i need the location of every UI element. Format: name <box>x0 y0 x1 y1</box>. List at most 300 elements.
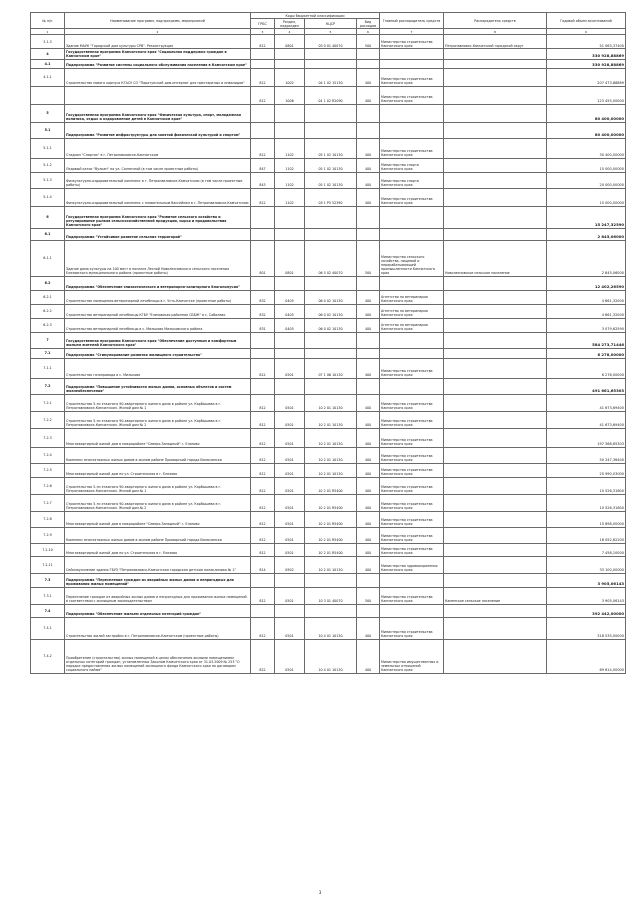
row-grbs-cell: 812 <box>251 543 275 556</box>
row-number-cell: 7.2.4 <box>31 447 65 463</box>
row-name-cell: Строительство ветеринарной лечебницы в с. Мильково Мильковского района <box>65 318 251 332</box>
row-grbs-cell: 801 <box>251 240 275 276</box>
row-grbs-cell: 812 <box>251 617 275 639</box>
row-number-cell: 4.1 <box>31 59 65 68</box>
table-row <box>31 332 626 348</box>
table-row <box>31 318 626 332</box>
row-csr-cell: 10 2 01 10130 <box>305 556 357 573</box>
row-vr-cell: 400 <box>357 511 380 527</box>
table-row <box>31 49 626 59</box>
row-grbs-cell: 812 <box>251 411 275 428</box>
row-name-cell: Комплекс многоэтажных жилых домов в жилом районе Приморский города Вилючинска <box>65 527 251 543</box>
row-amount-cell: 20 000,00000 <box>547 172 626 188</box>
row-vr-cell: 400 <box>357 158 380 172</box>
table-row <box>31 68 626 86</box>
table-row <box>31 511 626 527</box>
col-amount-header: Годовой объем ассигнований <box>547 13 626 29</box>
row-grbs-cell <box>251 206 275 228</box>
table-row <box>31 428 626 447</box>
row-grbs-cell: 812 <box>251 358 275 378</box>
row-vr-cell: 400 <box>357 290 380 304</box>
row-amount-cell: 6 278,00000 <box>547 348 626 358</box>
row-name-cell: Строительство газопровода в с. Мильково <box>65 358 251 378</box>
table-row <box>31 35 626 49</box>
colnum-cell: 2 <box>65 29 251 35</box>
row-rz-cell <box>275 573 305 587</box>
row-name-cell: Строительство нового корпуса КГАСУ СО "Паратунский дом-интернат для престарелых и инвалидов" <box>65 68 251 86</box>
row-number-cell: 7.2.10 <box>31 543 65 556</box>
row-vr-cell: 500 <box>357 587 380 604</box>
row-number-cell: 6.1 <box>31 228 65 240</box>
row-amount-cell: 318 535,00000 <box>547 617 626 639</box>
row-grbs-cell: 843 <box>251 172 275 188</box>
row-recipient-cell <box>444 304 547 318</box>
row-name-cell: Стадион "Спартак" в г. Петропавловске-Камчатском <box>65 138 251 158</box>
table-row <box>31 639 626 673</box>
row-admin-cell: Министерство строительства Камчатского края <box>380 527 444 543</box>
row-number-cell: 7.2.1 <box>31 394 65 411</box>
row-grbs-cell: 812 <box>251 447 275 463</box>
row-number-cell: 4 <box>31 49 65 59</box>
row-amount-cell: 15 898,00000 <box>547 511 626 527</box>
row-amount-cell: 584 273,71446 <box>547 332 626 348</box>
row-vr-cell: 400 <box>357 463 380 477</box>
row-amount-cell: 10 526,31800 <box>547 494 626 511</box>
table-row <box>31 573 626 587</box>
row-amount-cell: 51 063,37400 <box>547 35 626 49</box>
row-name-cell: Подпрограмма "Развитие системы социального обслуживания населения в Камчатском крае" <box>65 59 251 68</box>
row-rz-cell: 0501 <box>275 511 305 527</box>
col-rz-header: Раздел, подраздел <box>275 19 305 29</box>
row-rz-cell: 1102 <box>275 172 305 188</box>
row-rz-cell <box>275 104 305 122</box>
table-row <box>31 276 626 290</box>
row-amount-cell: 41 673,69400 <box>547 394 626 411</box>
row-admin-cell <box>380 49 444 59</box>
row-amount-cell: 69 614,00000 <box>547 639 626 673</box>
row-name-cell: Физкультурно-оздоровительный комплекс с плавательным бассейном в г. Петропавловске-Камчатском <box>65 188 251 206</box>
row-number-cell: 7.2.5 <box>31 463 65 477</box>
row-rz-cell <box>275 59 305 68</box>
table-row <box>31 240 626 276</box>
row-amount-cell: 12 402,26590 <box>547 276 626 290</box>
row-recipient-cell <box>444 318 547 332</box>
row-recipient-cell <box>444 543 547 556</box>
table-row <box>31 86 626 104</box>
row-csr-cell: 06 0 02 10130 <box>305 318 357 332</box>
row-csr-cell: 06 0 02 10130 <box>305 304 357 318</box>
row-recipient-cell <box>444 511 547 527</box>
table-row <box>31 188 626 206</box>
row-admin-cell <box>380 276 444 290</box>
row-vr-cell: 400 <box>357 556 380 573</box>
row-vr-cell: 400 <box>357 411 380 428</box>
row-vr-cell <box>357 122 380 138</box>
row-grbs-cell <box>251 104 275 122</box>
table-row <box>31 206 626 228</box>
row-vr-cell: 400 <box>357 68 380 86</box>
row-vr-cell <box>357 49 380 59</box>
row-csr-cell <box>305 228 357 240</box>
row-number-cell: 6.2.3 <box>31 318 65 332</box>
row-recipient-cell <box>444 394 547 411</box>
row-rz-cell <box>275 348 305 358</box>
row-rz-cell: 0501 <box>275 639 305 673</box>
row-admin-cell: Агентство по ветеринарии Камчатского края <box>380 290 444 304</box>
row-name-cell: Ледовый каток "Вулкан" на ул. Солнечной (в том числе проектные работы) <box>65 158 251 172</box>
row-number-cell: 7.2.8 <box>31 511 65 527</box>
row-amount-cell: 4 661,32000 <box>547 290 626 304</box>
row-number-cell: 6.1.1 <box>31 240 65 276</box>
row-number-cell: 7.2.9 <box>31 527 65 543</box>
row-grbs-cell: 812 <box>251 494 275 511</box>
row-vr-cell: 400 <box>357 543 380 556</box>
row-rz-cell: 0501 <box>275 617 305 639</box>
table-row <box>31 158 626 172</box>
row-recipient-cell <box>444 411 547 428</box>
row-rz-cell: 0405 <box>275 304 305 318</box>
row-name-cell: Многоквартирный жилой дом в микрорайоне "Северо-Западный" г. Елизово <box>65 428 251 447</box>
row-amount-cell: 41 673,69400 <box>547 411 626 428</box>
row-name-cell: Государственная программа Камчатского края "Физическая культура, спорт, молодежная политика, отдых и оздоровление детей в Камчатском крае" <box>65 104 251 122</box>
row-grbs-cell: 812 <box>251 138 275 158</box>
row-vr-cell <box>357 59 380 68</box>
row-recipient-cell <box>444 494 547 511</box>
row-vr-cell <box>357 276 380 290</box>
row-rz-cell: 0501 <box>275 394 305 411</box>
table-row <box>31 411 626 428</box>
table-row <box>31 494 626 511</box>
row-rz-cell: 0501 <box>275 587 305 604</box>
row-admin-cell: Министерство строительства Камчатского края <box>380 511 444 527</box>
row-name-cell: Подпрограмма "Развитие инфраструктуры для занятий физической культурой и спортом" <box>65 122 251 138</box>
row-recipient-cell: Петропавловск-Камчатский городской округ <box>444 35 547 49</box>
row-rz-cell <box>275 276 305 290</box>
row-number-cell: 7.4.2 <box>31 639 65 673</box>
row-number-cell: 7.3.1 <box>31 587 65 604</box>
row-recipient-cell <box>444 556 547 573</box>
table-body <box>31 35 626 673</box>
row-rz-cell <box>275 228 305 240</box>
row-grbs-cell: 812 <box>251 394 275 411</box>
row-csr-cell: 04 1 02 15130 <box>305 68 357 86</box>
row-grbs-cell: 812 <box>251 428 275 447</box>
row-name-cell: Подпрограмма "Устойчивое развитие сельских территорий" <box>65 228 251 240</box>
table-row <box>31 394 626 411</box>
row-csr-cell: 10 2 01 R5400 <box>305 543 357 556</box>
row-number-cell: 7.4.1 <box>31 617 65 639</box>
row-name-cell: Многоквартирный жилой дом по ул. Строительная в г. Елизово <box>65 463 251 477</box>
row-amount-cell: 80 400,00000 <box>547 104 626 122</box>
colnum-cell: 5 <box>305 29 357 35</box>
table-row <box>31 543 626 556</box>
table-row <box>31 122 626 138</box>
row-vr-cell: 400 <box>357 428 380 447</box>
row-name-cell: Переселение граждан из аварийных жилых домов и непригодных для проживания жилых помещений в соответствии с жилищным законодательством <box>65 587 251 604</box>
row-name-cell: Строительство ветеринарной лечебницы КГБУ "Елизовская районная СББЖ" в с. Соболево <box>65 304 251 318</box>
row-amount-cell: 2 845,06000 <box>547 240 626 276</box>
row-grbs-cell <box>251 348 275 358</box>
row-admin-cell: Министерство спорта Камчатского края <box>380 172 444 188</box>
row-number-cell: 7.1.1 <box>31 358 65 378</box>
row-rz-cell: 1102 <box>275 188 305 206</box>
row-vr-cell: 400 <box>357 86 380 104</box>
table-row <box>31 527 626 543</box>
row-admin-cell <box>380 348 444 358</box>
col-no-header: № п/п <box>31 13 65 29</box>
colnum-cell: 1 <box>31 29 65 35</box>
row-number-cell: 6.2.1 <box>31 290 65 304</box>
row-recipient-cell <box>444 138 547 158</box>
row-recipient-cell <box>444 68 547 86</box>
row-vr-cell <box>357 348 380 358</box>
row-rz-cell: 0501 <box>275 527 305 543</box>
row-number-cell: 7.2.7 <box>31 494 65 511</box>
table-row <box>31 172 626 188</box>
table-row <box>31 290 626 304</box>
row-rz-cell: 0501 <box>275 494 305 511</box>
row-rz-cell: 1006 <box>275 86 305 104</box>
row-csr-cell: 05 1 P5 52390 <box>305 188 357 206</box>
row-rz-cell: 0405 <box>275 318 305 332</box>
table-row <box>31 556 626 573</box>
row-admin-cell: Агентство по ветеринарии Камчатского края <box>380 318 444 332</box>
row-vr-cell <box>357 104 380 122</box>
row-csr-cell: 06 0 02 10130 <box>305 290 357 304</box>
row-admin-cell <box>380 573 444 587</box>
row-csr-cell: 07 1 06 10130 <box>305 358 357 378</box>
row-recipient-cell <box>444 447 547 463</box>
row-vr-cell <box>357 228 380 240</box>
row-vr-cell: 400 <box>357 304 380 318</box>
row-csr-cell: 10 2 01 R5400 <box>305 527 357 543</box>
row-admin-cell <box>380 59 444 68</box>
row-rz-cell: 0405 <box>275 290 305 304</box>
row-csr-cell <box>305 59 357 68</box>
row-rz-cell <box>275 378 305 394</box>
row-vr-cell: 400 <box>357 494 380 511</box>
row-number-cell: 7.2.6 <box>31 477 65 494</box>
row-number-cell: 6.2 <box>31 276 65 290</box>
table-row <box>31 358 626 378</box>
row-admin-cell <box>380 104 444 122</box>
row-number-cell: 7.2.2 <box>31 411 65 428</box>
row-amount-cell: 6 278,00000 <box>547 358 626 378</box>
row-recipient-cell <box>444 617 547 639</box>
row-csr-cell: 10 2 01 R5400 <box>305 511 357 527</box>
row-recipient-cell <box>444 428 547 447</box>
row-admin-cell: Министерство имущественных и земельных отношений Камчатского края <box>380 639 444 673</box>
col-recipient-header: Распорядитель средств <box>444 13 547 29</box>
col-vr-header: Вид расходов <box>357 19 380 29</box>
row-rz-cell: 0801 <box>275 35 305 49</box>
row-grbs-cell: 812 <box>251 511 275 527</box>
row-vr-cell <box>357 378 380 394</box>
row-amount-cell: 7 458,10000 <box>547 543 626 556</box>
row-grbs-cell: 812 <box>251 463 275 477</box>
row-number-cell: 7.4 <box>31 604 65 617</box>
table-row <box>31 104 626 122</box>
row-grbs-cell: 812 <box>251 188 275 206</box>
row-admin-cell: Министерство здравоохранения Камчатского края <box>380 556 444 573</box>
row-recipient-cell <box>444 49 547 59</box>
row-amount-cell: 3 905,06143 <box>547 573 626 587</box>
row-amount-cell: 207 473,88869 <box>547 68 626 86</box>
row-name-cell: Комплекс многоэтажных жилых домов в жилом районе Приморский города Вилючинска <box>65 447 251 463</box>
row-recipient-cell <box>444 378 547 394</box>
row-name-cell: Подпрограмма "Стимулирование развития жилищного строительства" <box>65 348 251 358</box>
row-name-cell: Строительство 5-ти этажного 90-квартирного жилого дома в районе ул. Карбышева в г. Петропавловске-Камчатском. Жилой дом № 1 <box>65 394 251 411</box>
row-number-cell: 6 <box>31 206 65 228</box>
row-name-cell: Подпрограмма "Обеспечение жильем отдельных категорий граждан" <box>65 604 251 617</box>
row-rz-cell <box>275 122 305 138</box>
row-number-cell: 4.1.1 <box>31 68 65 86</box>
row-vr-cell: 500 <box>357 240 380 276</box>
row-number-cell: 7.2.11 <box>31 556 65 573</box>
col-admin-header: Главный распорядитель средств <box>380 13 444 29</box>
row-recipient-cell <box>444 573 547 587</box>
row-grbs-cell <box>251 378 275 394</box>
row-grbs-cell: 822 <box>251 639 275 673</box>
row-grbs-cell: 812 <box>251 68 275 86</box>
row-name-cell: Строительство помещения ветеринарной лечебницы в г. Усть-Камчатске (проектные работы) <box>65 290 251 304</box>
table-row <box>31 587 626 604</box>
row-number-cell: 5.1.4 <box>31 188 65 206</box>
row-number-cell: 5.1.1 <box>31 138 65 158</box>
table-row <box>31 463 626 477</box>
row-amount-cell: 123 455,00000 <box>547 86 626 104</box>
row-recipient-cell <box>444 348 547 358</box>
row-number-cell: 7.2.3 <box>31 428 65 447</box>
row-grbs-cell <box>251 604 275 617</box>
row-csr-cell: 10 2 01 R5400 <box>305 477 357 494</box>
row-name-cell: Приобретение (строительство) жилых помещений в целях обеспечения жилыми помещениями отдельных категорий граждан, установленных Законом Камчатского края от 31.03.2009 № 253 "О порядке предоставления жилых помещений жилищного фонда Камчатского края по договорам социального найма" <box>65 639 251 673</box>
row-rz-cell <box>275 332 305 348</box>
colnum-cell: 4 <box>275 29 305 35</box>
row-recipient-cell <box>444 477 547 494</box>
row-rz-cell: 0501 <box>275 543 305 556</box>
row-recipient-cell <box>444 358 547 378</box>
row-recipient-cell <box>444 188 547 206</box>
row-amount-cell: 2 845,06000 <box>547 228 626 240</box>
row-recipient-cell <box>444 463 547 477</box>
row-admin-cell: Министерство строительства Камчатского края <box>380 394 444 411</box>
row-csr-cell: 05 1 02 10130 <box>305 172 357 188</box>
row-csr-cell: 03 0 01 40070 <box>305 35 357 49</box>
row-csr-cell: 10 2 01 10130 <box>305 463 357 477</box>
row-amount-cell: 10 526,31800 <box>547 477 626 494</box>
row-name-cell: Строительство 5-ти этажного 90-квартирного жилого дома в районе ул. Карбышева в г. Петропавловске-Камчатском. Жилой дом № 2 <box>65 411 251 428</box>
colnum-cell: 7 <box>380 29 444 35</box>
row-amount-cell: 15 000,00000 <box>547 158 626 172</box>
row-admin-cell: Министерство строительства Камчатского края <box>380 358 444 378</box>
row-csr-cell: 05 1 02 10130 <box>305 158 357 172</box>
row-amount-cell: 15 000,00000 <box>547 188 626 206</box>
row-recipient-cell <box>444 276 547 290</box>
row-name-cell: Государственная программа Камчатского края "Социальная поддержка граждан в Камчатском крае" <box>65 49 251 59</box>
colnum-cell: 6 <box>357 29 380 35</box>
col-csr-header: КЦСР <box>305 19 357 29</box>
row-recipient-cell: Каменское сельское поселение <box>444 587 547 604</box>
colnum-cell: 3 <box>251 29 275 35</box>
row-name-cell: Подпрограмма "Повышение устойчивости жилых домов, основных объектов и систем жизнеобеспечения" <box>65 378 251 394</box>
table-row <box>31 477 626 494</box>
row-grbs-cell <box>251 228 275 240</box>
row-admin-cell: Министерство строительства Камчатского края <box>380 463 444 477</box>
row-csr-cell <box>305 276 357 290</box>
page-number: 3 <box>318 890 322 895</box>
row-admin-cell: Министерство строительства Камчатского края <box>380 587 444 604</box>
row-name-cell <box>65 86 251 104</box>
row-amount-cell: 4 661,32000 <box>547 304 626 318</box>
row-grbs-cell: 812 <box>251 35 275 49</box>
row-csr-cell: 10 2 01 10130 <box>305 394 357 411</box>
row-admin-cell: Министерство строительства Камчатского края <box>380 477 444 494</box>
row-grbs-cell <box>251 122 275 138</box>
row-amount-cell: 80 400,00000 <box>547 122 626 138</box>
row-amount-cell: 392 442,00000 <box>547 604 626 617</box>
row-number-cell: 7.3 <box>31 573 65 587</box>
row-csr-cell <box>305 122 357 138</box>
row-admin-cell <box>380 332 444 348</box>
row-name-cell: Государственная программа Камчатского края "Развитие сельского хозяйства и регулирование рынков сельскохозяйственной продукции, сырья и продовольствия Камчатского края" <box>65 206 251 228</box>
budget-table <box>30 12 626 674</box>
row-rz-cell <box>275 49 305 59</box>
row-admin-cell <box>380 228 444 240</box>
row-csr-cell: 10 4 01 10130 <box>305 639 357 673</box>
row-amount-cell: 3 905,06143 <box>547 587 626 604</box>
table-row <box>31 447 626 463</box>
row-number-cell: 7.2 <box>31 378 65 394</box>
row-csr-cell: 10 2 01 10130 <box>305 447 357 463</box>
row-vr-cell: 400 <box>357 394 380 411</box>
row-csr-cell <box>305 49 357 59</box>
row-vr-cell <box>357 604 380 617</box>
row-number-cell: 5.1.2 <box>31 158 65 172</box>
row-admin-cell: Министерство спорта Камчатского края <box>380 158 444 172</box>
row-vr-cell: 400 <box>357 318 380 332</box>
row-csr-cell <box>305 104 357 122</box>
row-admin-cell <box>380 206 444 228</box>
row-name-cell: Физкультурно-оздоровительный комплекс в г. Петропавловске-Камчатском (в том числе проектные работы) <box>65 172 251 188</box>
row-csr-cell: 10 4 01 10130 <box>305 617 357 639</box>
row-number-cell: 6.2.2 <box>31 304 65 318</box>
row-admin-cell: Министерство строительства Камчатского края <box>380 35 444 49</box>
row-name-cell: Здание дома культуры на 100 мест в поселке Лесной Новолесновского сельского поселения Елизовского муниципального района (проектные работы) <box>65 240 251 276</box>
row-admin-cell: Министерство строительства Камчатского края <box>380 543 444 556</box>
row-recipient-cell <box>444 228 547 240</box>
row-rz-cell: 0902 <box>275 556 305 573</box>
row-name-cell: Многоквартирный жилой дом в микрорайоне "Северо-Западный" г. Елизово <box>65 511 251 527</box>
row-vr-cell: 400 <box>357 138 380 158</box>
row-name-cell: Здание МАУК "Городской дом культуры СРВ". Реконструкция <box>65 35 251 49</box>
col-grbs-header: ГРБС <box>251 19 275 29</box>
row-csr-cell: 04 1 02 R2090 <box>305 86 357 104</box>
row-number-cell: 7 <box>31 332 65 348</box>
row-number-cell: 5.1.3 <box>31 172 65 188</box>
row-admin-cell: Министерство строительства Камчатского края <box>380 411 444 428</box>
row-rz-cell: 0801 <box>275 240 305 276</box>
row-recipient-cell <box>444 172 547 188</box>
table-row <box>31 59 626 68</box>
row-recipient-cell <box>444 86 547 104</box>
row-rz-cell: 0501 <box>275 447 305 463</box>
row-recipient-cell <box>444 604 547 617</box>
row-amount-cell: 330 928,88869 <box>547 59 626 68</box>
row-recipient-cell <box>444 122 547 138</box>
row-admin-cell: Министерство строительства Камчатского края <box>380 68 444 86</box>
row-vr-cell <box>357 332 380 348</box>
